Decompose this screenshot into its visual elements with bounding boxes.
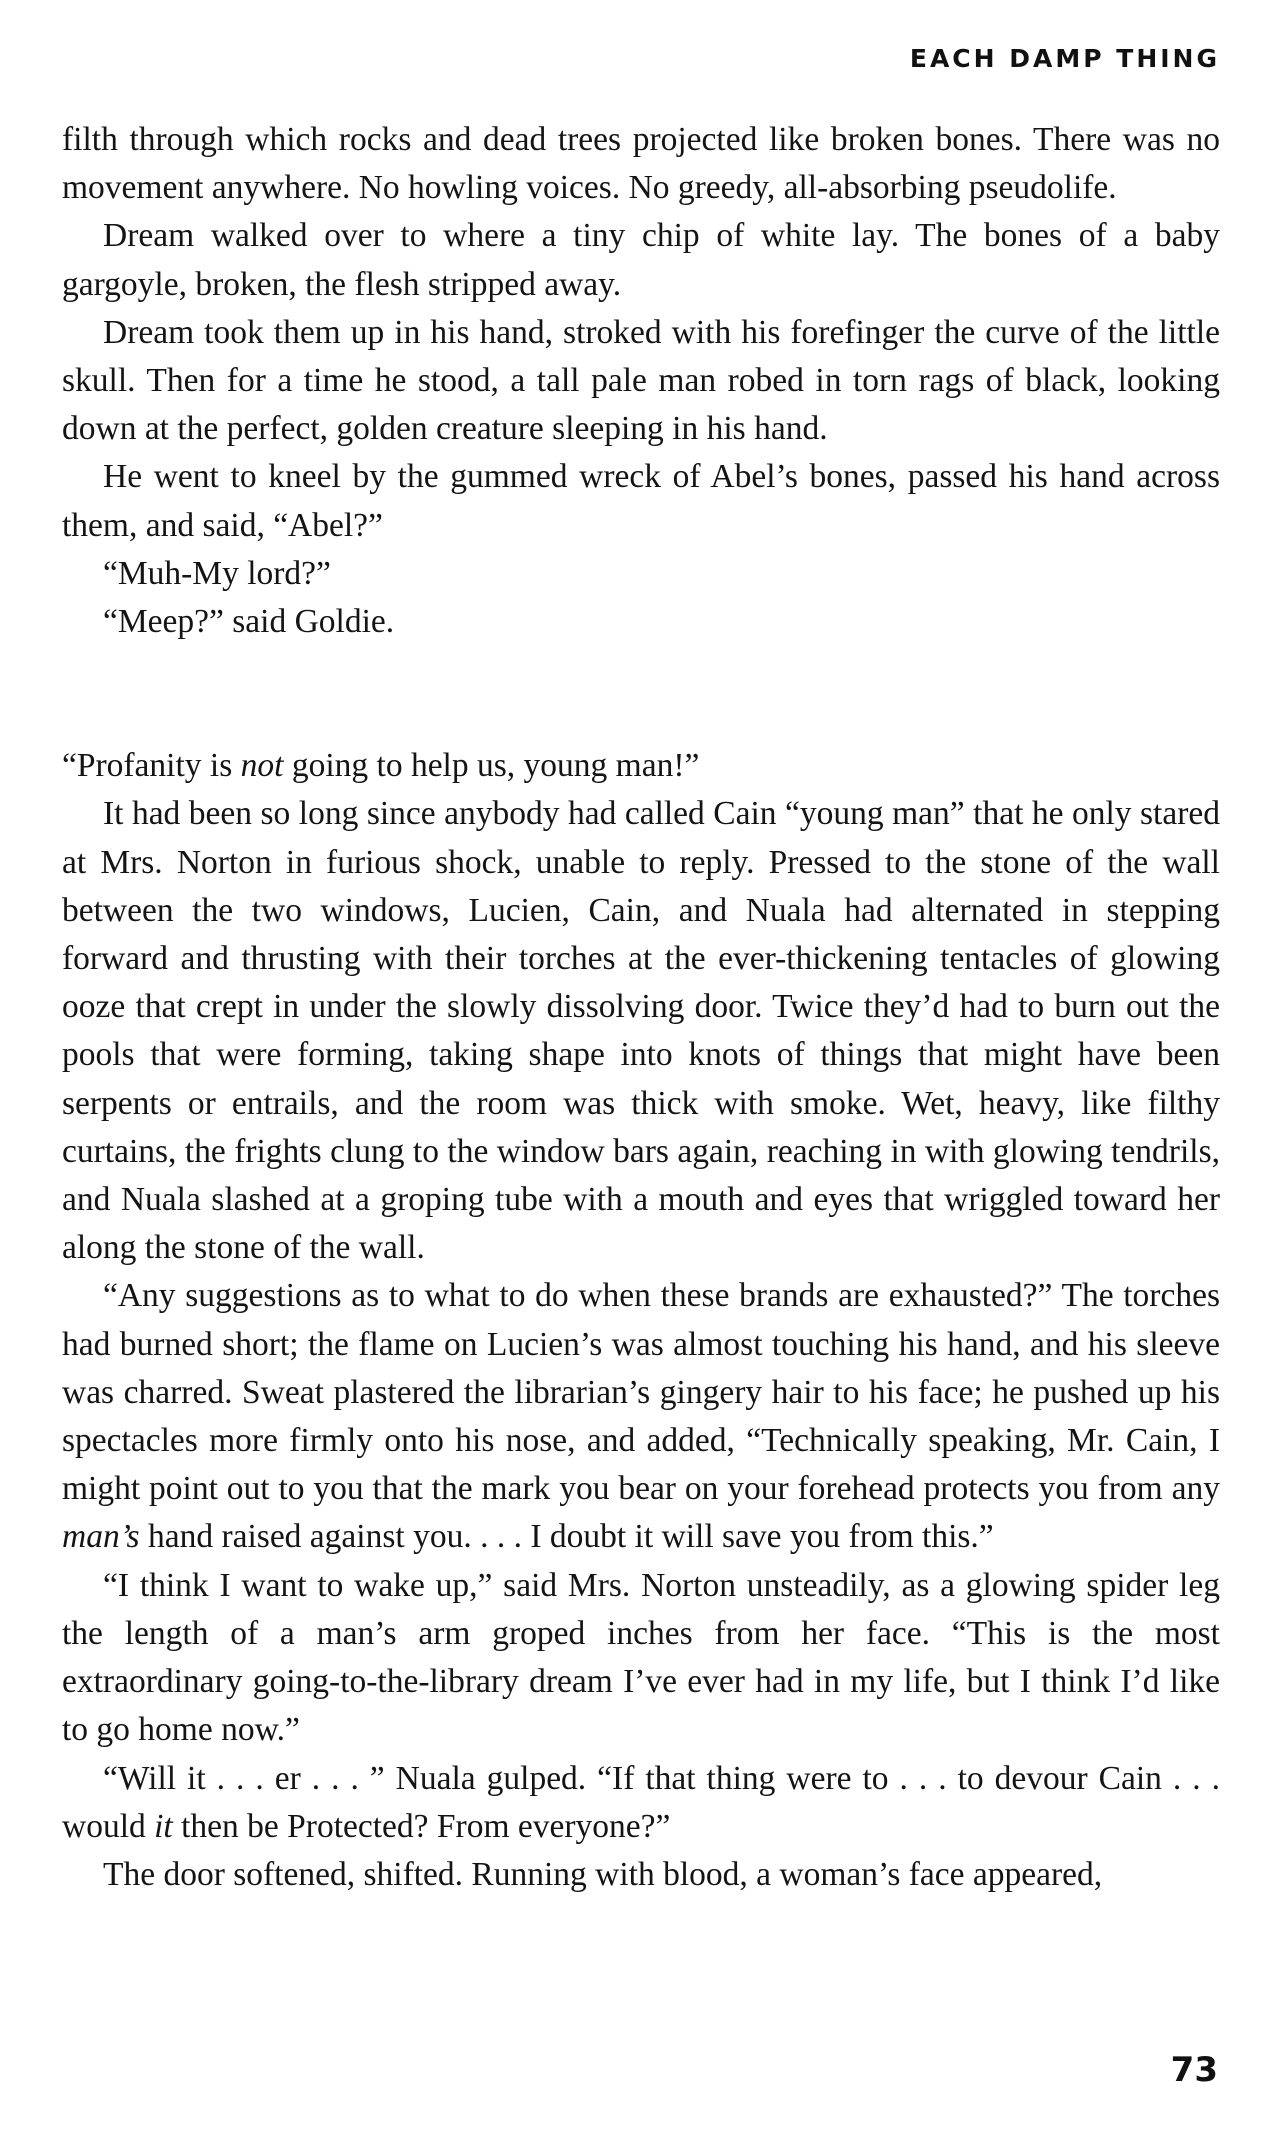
paragraph: Dream walked over to where a tiny chip of white lay. The bones of a baby gargoyle, broken, the flesh stripped away. [62, 217, 1220, 303]
emphasis: man’s [62, 1518, 140, 1556]
dialogue-line: “Muh-My lord?” [103, 554, 331, 592]
text-run: going to help us, young man!” [283, 747, 700, 785]
body-text [62, 116, 1220, 1899]
text-run: “Will it . . . er . . . ” Nuala gulped. “If that thing were to . . . to devour Cain . . . would [62, 1759, 1220, 1845]
paragraph-section-opening [62, 742, 1220, 790]
running-head: EACH DAMP THING [909, 44, 1220, 73]
section-break [62, 646, 1220, 742]
text-run: hand raised against you. . . . I doubt it will save you from this.” [139, 1518, 994, 1556]
paragraph [62, 1755, 1220, 1851]
emphasis: it [154, 1807, 173, 1845]
paragraph: He went to kneel by the gummed wreck of Abel’s bones, passed his hand across them, and said, “Abel?” [62, 458, 1220, 544]
emphasis: not [240, 747, 284, 785]
paragraph-continuation: filth through which rocks and dead trees projected like broken bones. There was no movement anywhere. No howling voices. No greedy, all-absorbing pseudolife. [62, 121, 1220, 207]
paragraph: Dream took them up in his hand, stroked with his forefinger the curve of the little skull. Then for a time he stood, a tall pale man robed in torn rags of black, looking down at the perfect, golden creature sleeping in his hand. [62, 313, 1220, 448]
text-run: “Profanity is [62, 747, 241, 785]
paragraph: “I think I want to wake up,” said Mrs. Norton unsteadily, as a glowing spider leg the length of a man’s arm groped inches from her face. “This is the most extraordinary going-to-the-library dream I’ve ever had in my life, but I think I’d like to go home now.” [62, 1566, 1220, 1749]
paragraph [62, 1272, 1220, 1561]
paragraph: It had been so long since anybody had called Cain “young man” that he only stared at Mrs. Norton in furious shock, unable to reply. Pressed to the stone of the wall between the two windows, Lucien, Cain, and Nuala had alternated in stepping forward and thrusting with their torches at the ever-thickening tentacles of glowing ooze that crept in under the slowly dissolving door. Twice they’d had to burn out the pools that were forming, taking shape into knots of things that might have been serpents or entrails, and the room was thick with smoke. Wet, heavy, like filthy curtains, the frights clung to the window bars again, reaching in with glowing tendrils, and Nuala slashed at a groping tube with a mouth and eyes that wriggled toward her along the stone of the wall. [62, 795, 1220, 1267]
text-run: “Any suggestions as to what to do when these brands are exhausted?” The torches had burned short; the flame on Lucien’s was almost touching his hand, and his sleeve was charred. Sweat plastered the librarian’s gingery hair to his face; he pushed up his spectacles more firmly onto his nose, and added, “Technically speaking, Mr. Cain, I might point out to you that the mark you bear on your forehead protects you from any [62, 1277, 1220, 1508]
text-run: then be Protected? From everyone?” [172, 1807, 671, 1845]
dialogue-line: “Meep?” said Goldie. [103, 603, 395, 641]
paragraph: The door softened, shifted. Running with blood, a woman’s face appeared, [103, 1855, 1103, 1893]
page-number: 73 [1170, 2050, 1218, 2090]
